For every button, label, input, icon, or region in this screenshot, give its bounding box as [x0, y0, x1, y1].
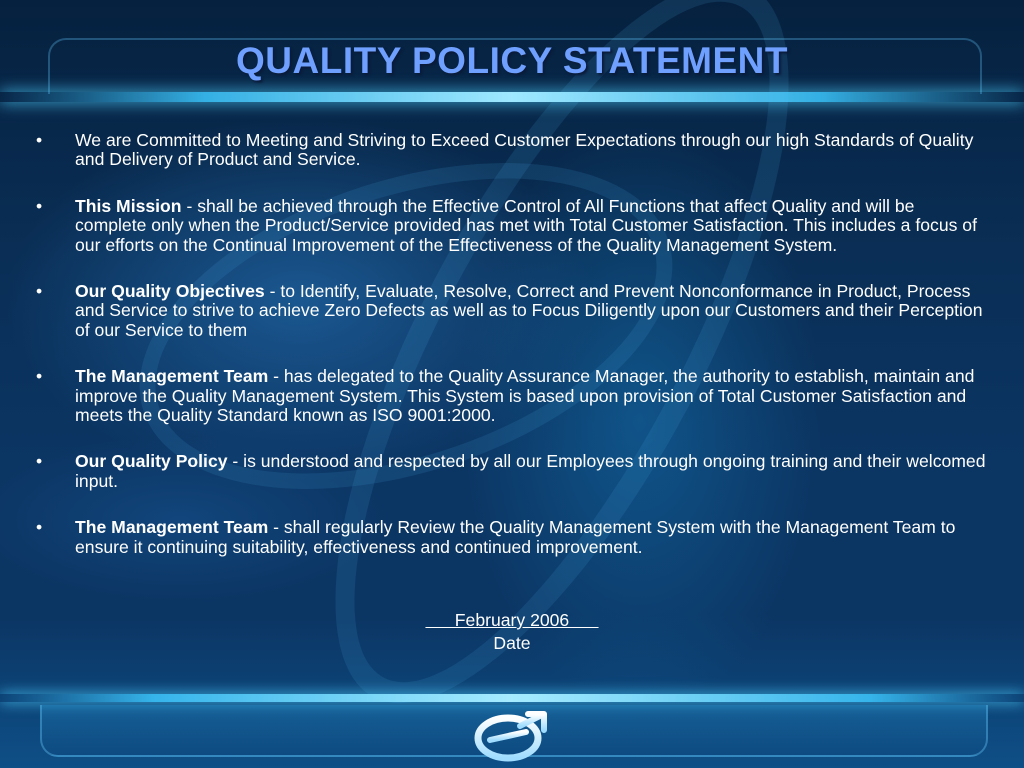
bullet-dot: •: [36, 451, 43, 472]
bullet-text: - shall regularly Review the Quality Management System with the Management Team to ensure it continuing suitability, effectiveness and continued improvement.: [75, 517, 956, 557]
slide-title: QUALITY POLICY STATEMENT: [236, 40, 788, 81]
bullet-lead: Our Quality Objectives: [75, 281, 265, 302]
title-glow-bar: [0, 92, 1024, 102]
bullet-list: [30, 131, 990, 584]
bullet-item: [30, 367, 990, 425]
bullet-item: [30, 197, 990, 255]
bullet-text: - to Identify, Evaluate, Resolve, Correct and Prevent Nonconformance in Product, Process and Service to strive to achieve Zero Defects as well as to Focus Diligently upon our Customers and their Perception of our Service to them: [75, 281, 983, 340]
bullet-lead: This Mission: [75, 195, 182, 216]
bullet-dot: •: [36, 517, 43, 538]
bullet-item: [30, 518, 990, 557]
bullet-dot: •: [36, 281, 43, 302]
bullet-dot: •: [36, 195, 43, 216]
bullet-item: [30, 282, 990, 340]
bullet-text: - is understood and respected by all our Employees through ongoing training and their welcomed input.: [75, 451, 986, 491]
bullet-text: We are Committed to Meeting and Striving to Exceed Customer Expectations through our high Standards of Quality and Delivery of Product and Service.: [75, 130, 974, 170]
bullet-item: [30, 452, 990, 491]
bullet-item: [30, 131, 990, 170]
bullet-text: - shall be achieved through the Effective Control of All Functions that affect Quality and will be complete only when the Product/Service provided has met with Total Customer Satisfaction. This includes a focus of our efforts on the Continual Improvement of the Effectiveness of the Quality Management System.: [75, 195, 977, 255]
bullet-dot: •: [36, 366, 43, 387]
date-block: [0, 609, 1024, 655]
bullet-text: - has delegated to the Quality Assurance Manager, the authority to establish, maintain and improve the Quality Management System. This System is based upon provision of Total Customer Satisfaction and meets the Quality Standard known as ISO 9001:2000.: [75, 366, 975, 426]
bullet-lead: Our Quality Policy: [75, 451, 228, 472]
date-label: Date: [493, 633, 531, 653]
bullet-lead: The Management Team: [75, 366, 269, 387]
footer-glow-bar: [0, 694, 1024, 702]
date-value: February 2006: [425, 610, 599, 630]
bullet-dot: •: [36, 130, 43, 150]
bullet-lead: The Management Team: [75, 517, 269, 538]
circular-arrow-logo-icon: [470, 706, 554, 762]
